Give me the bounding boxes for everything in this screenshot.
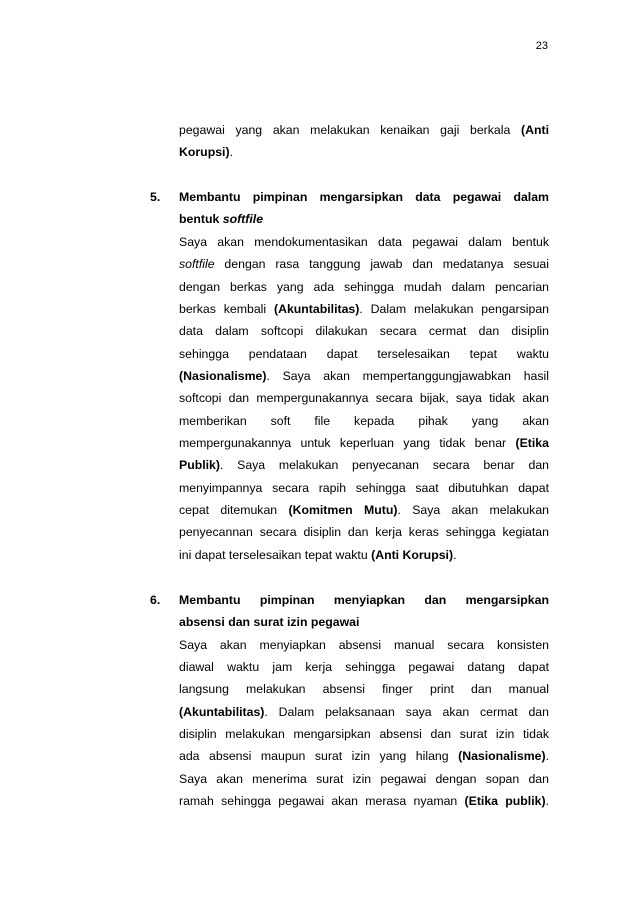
text-line: ramah sehingga pegawai akan merasa nyaman (Etika publik). [179,794,549,808]
text-line: dengan berkas yang ada sehingga mudah dalam pencarian [179,280,549,294]
text-line: ini dapat terselesaikan tepat waktu (Anti Korupsi). [179,548,457,562]
section-heading: 6. Membantu pimpinan menyiapkan dan mengarsipkan [150,593,549,607]
section-heading-line: absensi dan surat izin pegawai [179,615,360,629]
text-line: (Akuntabilitas). Dalam pelaksanaan saya akan cermat dan [179,705,549,719]
text-line: disiplin melakukan mengarsipkan absensi dan surat izin tidak [179,727,549,741]
text-line: diawal waktu jam kerja sehingga pegawai datang dapat [179,660,549,674]
text-line: cepat ditemukan (Komitmen Mutu). Saya akan melakukan [179,503,550,517]
section-heading: 5. Membantu pimpinan mengarsipkan data pegawai dalam [150,190,549,204]
text-line: pegawai yang akan melakukan kenaikan gaji berkala (Anti [179,123,549,137]
text-line: data dalam softcopi dilakukan secara cermat dan disiplin [179,324,549,338]
text-line: langsung melakukan absensi finger print dan manual [179,682,549,696]
text-line: penyecannan secara disiplin dan kerja keras sehingga kegiatan [179,525,549,539]
text-line: berkas kembali (Akuntabilitas). Dalam melakukan pengarsipan [179,302,549,316]
text-line: Saya akan menyiapkan absensi manual secara konsisten [179,638,549,652]
text-line: softfile dengan rasa tanggung jawab dan medatanya sesuai [179,257,549,271]
text-line: ada absensi maupun surat izin yang hilang (Nasionalisme). [179,749,549,763]
page-number: 23 [535,40,548,52]
text-line: menyimpannya secara rapih sehingga saat dibutuhkan dapat [179,481,549,495]
text-line: mempergunakannya untuk keperluan yang tidak benar (Etika [179,436,549,450]
text-line: (Nasionalisme). Saya akan mempertanggungjawabkan hasil [179,369,549,383]
text-line: Publik). Saya melakukan penyecanan secara benar dan [179,458,549,472]
text-line: Korupsi). [179,145,233,159]
text-line: softcopi dan mempergunakannya secara bijak, saya tidak akan [179,391,549,405]
text-line: memberikan soft file kepada pihak yang akan [179,414,549,428]
text-line: sehingga pendataan dapat terselesaikan tepat waktu [179,347,549,361]
section-heading-line: bentuk softfile [179,212,264,226]
text-line: Saya akan mendokumentasikan data pegawai dalam bentuk [179,235,549,249]
text-line: Saya akan menerima surat izin pegawai dengan sopan dan [179,772,549,786]
